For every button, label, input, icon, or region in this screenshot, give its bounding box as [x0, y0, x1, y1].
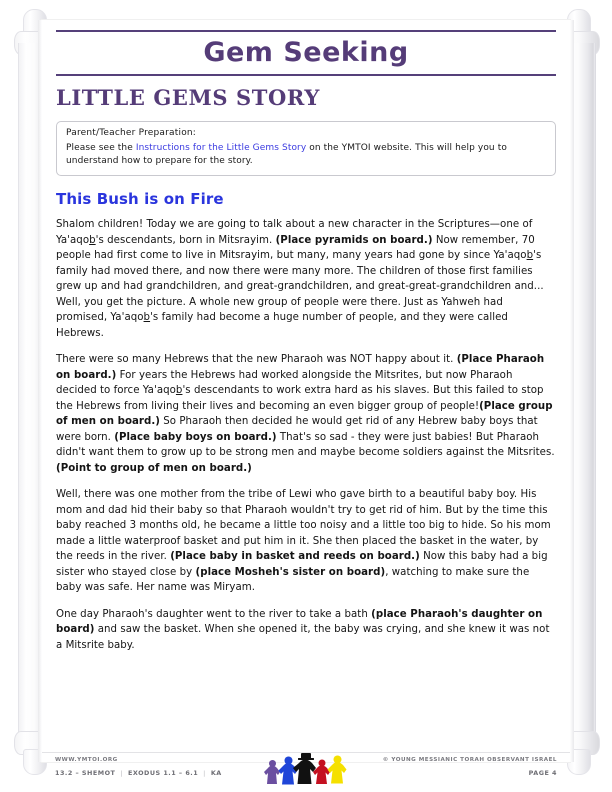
text-run-bold: (Point to group of men on board.)	[56, 462, 252, 474]
page-footer	[42, 752, 570, 792]
text-run-normal: That's so sad - they were just babies! But Pharaoh didn't want them to grow up to be strong men and maybe become soldiers against the Mitsrites.	[56, 431, 555, 459]
section-title: LITTLE GEMS STORY	[56, 85, 320, 110]
logo-figure-4	[313, 760, 330, 785]
footer-left-block	[55, 757, 222, 777]
prep-body	[66, 142, 546, 168]
prep-text-after: on the YMTOI website. This will help you to understand how to prepare for the story.	[66, 143, 507, 167]
prep-text-before: Please see the	[66, 143, 136, 153]
footer-reference-line	[55, 769, 222, 777]
footer-right-block	[383, 757, 557, 777]
text-run-bold: (Place group of men on board.)	[56, 400, 553, 428]
text-run-normal: So Pharaoh then decided he would get rid of any Hebrew baby boys that were born.	[56, 416, 538, 443]
text-run-bold: (Place Pharaoh on board.)	[56, 354, 545, 381]
text-run-bold: (Place baby in basket and reeds on board.)	[170, 551, 420, 563]
text-run-normal: One day Pharaoh's daughter went to the river to take a bath	[56, 608, 372, 620]
text-run-normal: 's descendants to work extra hard as his slaves. But this failed to stop the Hebrews from living their lives and becoming an even bigger group of people!	[56, 385, 544, 412]
text-run-bold: (Place pyramids on board.)	[275, 234, 433, 246]
text-run-normal: Now this baby had a big sister who stayed close by	[56, 551, 548, 578]
text-run-underline: b	[143, 312, 151, 324]
text-run-normal: Shalom children! Today we are going to talk about a new character in the Scriptures—one of Ya'aqo	[56, 219, 533, 246]
text-run-normal: , watching to make sure the baby was safe. Her name was Miryam.	[56, 566, 530, 594]
footer-page-number: PAGE 4	[528, 769, 557, 777]
logo-figure-1	[264, 760, 280, 784]
story-paragraph	[56, 217, 556, 341]
text-run-underline: b	[89, 234, 96, 246]
text-run-normal: There were so many Hebrews that the new Pharaoh was NOT happy about it.	[56, 354, 457, 366]
logo-figure-5	[328, 756, 347, 784]
text-run-bold: (place Mosheh's sister on board)	[195, 566, 386, 578]
text-run-normal: 's descendants, born in Mitsrayim.	[95, 234, 276, 246]
footer-code: KA	[210, 769, 222, 777]
figures-logo-svg	[262, 752, 350, 792]
footer-separator: |	[120, 769, 124, 777]
prep-label: Parent/Teacher Preparation:	[66, 128, 197, 138]
text-run-bold: (Place baby boys on board.)	[114, 431, 277, 443]
title-rule-bottom	[56, 74, 556, 76]
story-body	[56, 217, 556, 653]
footer-portion: 13.2 – SHEMOT	[55, 769, 116, 777]
footer-website[interactable]: WWW.YMTOI.ORG	[55, 757, 118, 763]
text-run-underline: b	[175, 385, 183, 397]
text-run-normal: Well, there was one mother from the tribe of Lewi who gave birth to a beautiful baby boy. His mom and dad hid their baby so that Pharaoh wouldn't try to get rid of him. But by the time this baby reached 3 months old, he became a little too noisy and a little too big to hide. So his mom made a little waterproof basket and put him in it. She then placed the basket in the water, by the reeds in the river.	[56, 489, 551, 563]
text-run-bold: (place Pharaoh's daughter on board)	[56, 608, 543, 636]
paper-sheet	[42, 20, 570, 762]
footer-copyright: © YOUNG MESSIANIC TORAH OBSERVANT ISRAEL	[382, 757, 557, 763]
text-run-underline: b	[526, 250, 534, 262]
story-paragraph	[56, 487, 556, 596]
footer-separator: |	[203, 769, 206, 777]
text-run-normal: 's family had become a huge number of people, and they were called Hebrews.	[56, 312, 508, 339]
text-run-normal: For years the Hebrews had worked alongside the Mitsrites, but now Pharaoh decided to force Ya'aqo	[56, 369, 513, 397]
parent-teacher-preparation-box	[56, 121, 556, 176]
story-heading: This Bush is on Fire	[56, 190, 224, 209]
logo-figure-2	[279, 757, 298, 785]
text-run-normal: and saw the basket. When she opened it, the baby was crying, and she knew it was not a Mitsrite baby.	[56, 624, 550, 651]
little-gems-story-instructions-link[interactable]: Instructions for the Little Gems Story	[135, 143, 307, 153]
ymtoi-figures-logo	[262, 752, 350, 792]
text-run-normal: 's family had moved there, and now there were many more. The children of those first families grew up and had grandchildren, and great-grandchildren, and great-great-grandchildren and... Well, you get the picture. A whole new group of people were there. Just as Yahweh had promised, Ya'aqo	[56, 250, 544, 324]
story-paragraph	[56, 607, 556, 654]
text-run-normal: Now remember, 70 people had first come to live in Mitsrayim, but many, many years had gone by since Ya'aqo	[56, 234, 535, 262]
page-content	[56, 30, 556, 664]
page-title: Gem Seeking	[203, 37, 409, 68]
logo-figure-3	[293, 753, 316, 784]
story-paragraph	[56, 352, 556, 476]
footer-scripture-reference: EXODUS 1.1 – 6.1	[128, 769, 199, 777]
